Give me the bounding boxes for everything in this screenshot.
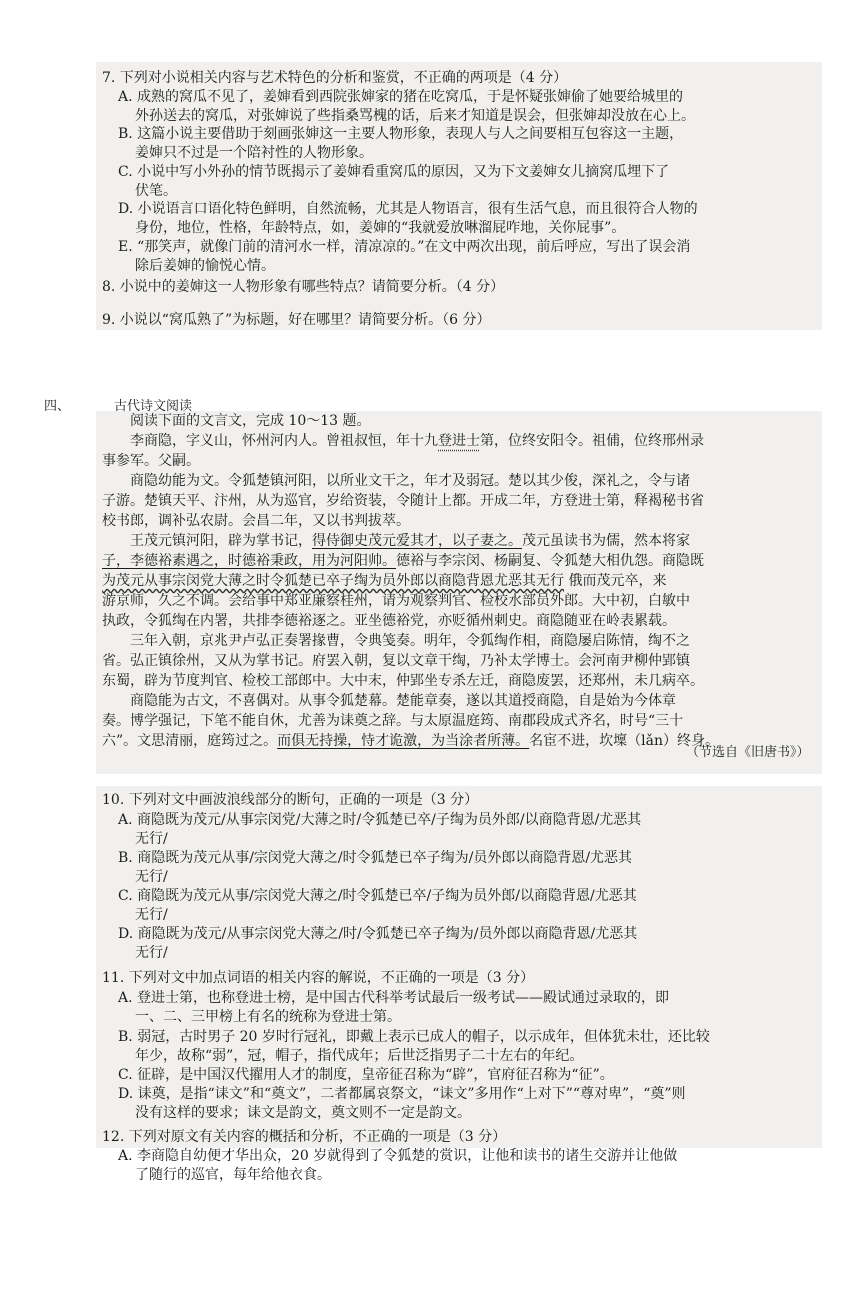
passage-line: 王茂元镇河阳，辟为掌书记，得侍御史茂元爱其才，以子妻之。茂元虽读书为儒，然本将家 bbox=[130, 533, 690, 549]
section-title: 古代诗文阅读 bbox=[114, 399, 193, 414]
passage-line: 李商隐，字义山，怀州河内人。曾祖叔恒，年十九登进士第，位终安阳令。祖俌，位终邢州录 bbox=[130, 433, 704, 449]
passage-line: 游京师，久之不调。会给事中郑亚廉察桂州，请为观察判官、检校水部员外郎。大中初，白敏中 bbox=[102, 593, 690, 609]
option-7a-line1: A. 成熟的窝瓜不见了，姜婶看到西院张婶家的猪在吃窝瓜，于是怀疑张婶偷了她要给城里的 bbox=[118, 89, 684, 105]
passage-line: 执政，令狐绹在内署，共排李德裕逐之。亚坐德裕党，亦贬循州刺史。商隐随亚在岭表累载。 bbox=[102, 613, 676, 629]
option-7a-line2: 外孙送去的窝瓜，对张婶说了些指桑骂槐的话，后来才知道是误会，但张婶却没放在心上。 bbox=[135, 108, 695, 124]
option-7b-line2: 姜婶只不过是一个陪衬性的人物形象。 bbox=[135, 145, 373, 161]
option-11b-line1: B. 弱冠，古时男子 20 岁时行冠礼，即戴上表示已成人的帽子，以示成年，但体犹未壮，还比较 bbox=[118, 1029, 710, 1045]
option-10c-line1: C. 商隐既为茂元从事/宗闵党大薄之/时令狐楚已卒/子绹为员外郎/以商隐背恩/尤恶其 bbox=[118, 888, 637, 904]
passage-source: （节选自《旧唐书》） bbox=[686, 745, 810, 760]
option-10d-line1: D. 商隐既为茂元/从事宗闵党大薄之/时/令狐楚已卒子绹为/员外郎以商隐背恩/尤恶其 bbox=[118, 926, 638, 942]
question-7-stem: 7. 下列对小说相关内容与艺术特色的分析和鉴赏，不正确的两项是（4 分） bbox=[102, 70, 568, 86]
passage-line: 为茂元从事宗闵党大薄之时令狐楚已卒子绹为员外郎以商隐背恩尤恶其无行 俄而茂元卒，来 bbox=[102, 573, 667, 589]
classical-passage bbox=[102, 411, 818, 751]
option-12a-line2: 了随行的巡官，每年给他衣食。 bbox=[135, 1167, 331, 1183]
passage-line: 商隐幼能为文。令狐楚镇河阳，以所业文干之，年才及弱冠。楚以其少俊，深礼之，令与诸 bbox=[130, 473, 690, 489]
underlined-sentence: 子，李德裕素遇之，时德裕秉政，用为河阳帅。 bbox=[102, 553, 396, 569]
dotted-term: 登进士 bbox=[438, 433, 480, 449]
option-7d-line2: 身份，地位，性格，年龄特点，如，姜婶的“我就爱放啉溜屁咋地，关你屁事”。 bbox=[135, 220, 626, 236]
option-10b-line2: 无行/ bbox=[135, 869, 168, 885]
option-11d-line1: D. 诔奠，是指“诔文”和“奠文”，二者都属哀祭文，“诔文”多用作“上对下”“尊对卑”，“奠”则 bbox=[118, 1086, 686, 1102]
passage-line: 东蜀，辟为节度判官、检校工部郎中。大中末，仲郢坐专杀左迁，商隐废罢，还郑州，未几病卒。 bbox=[102, 673, 704, 689]
passage-line: 子，李德裕素遇之，时德裕秉政，用为河阳帅。德裕与李宗闵、杨嗣复、令狐楚大相仇怨。商隐既 bbox=[102, 553, 704, 569]
option-10b-line1: B. 商隐既为茂元从事/宗闵党大薄之/时令狐楚已卒子绹为/员外郎以商隐背恩/尤恶其 bbox=[118, 850, 633, 866]
passage-line: 校书郎，调补弘农尉。会昌二年，又以书判拔萃。 bbox=[102, 513, 410, 529]
option-7d-line1: D. 小说语言口语化特色鲜明，自然流畅，尤其是人物语言，很有生活气息，而且很符合人物的 bbox=[118, 201, 698, 217]
option-11a-line2: 一、二、三甲榜上有名的统称为登进士第。 bbox=[135, 1009, 401, 1025]
passage-line: 商隐能为古文，不喜偶对。从事令狐楚幕。楚能章奏，遂以其道授商隐，自是始为今体章 bbox=[130, 693, 676, 709]
option-7b-line1: B. 这篇小说主要借助于刻画张婶这一主要人物形象，表现人与人之间要相互包容这一主题， bbox=[118, 126, 684, 142]
underlined-sentence: 而俱无持操，恃才诡激，为当涂者所薄。 bbox=[277, 733, 530, 749]
option-10a-line1: A. 商隐既为茂元/从事宗闵党/大薄之时/令狐楚已卒/子绹为员外郎/以商隐背恩/尤恶其 bbox=[118, 812, 642, 828]
option-10c-line2: 无行/ bbox=[135, 907, 168, 923]
question-8: 8. 小说中的姜婶这一人物形象有哪些特点？请简要分析。（4 分） bbox=[102, 279, 505, 295]
option-11d-line2: 没有这样的要求；诔文是韵文，奠文则不一定是韵文。 bbox=[135, 1105, 471, 1121]
passage-line: 三年入朝，京兆尹卢弘正奏署掾曹，令典笺奏。明年，令狐绹作相，商隐屡启陈情，绹不之 bbox=[130, 633, 690, 649]
wavy-underlined-sentence: 为茂元从事宗闵党大薄之时令狐楚已卒子绹为员外郎以商隐背恩尤恶其无行 bbox=[102, 573, 564, 589]
option-11b-line2: 年少，故称“弱”，冠，帽子，指代成年；后世泛指男子二十左右的年纪。 bbox=[135, 1048, 584, 1064]
option-11a-line1: A. 登进士第，也称登进士榜，是中国古代科举考试最后一级考试——殿试通过录取的，即 bbox=[118, 990, 670, 1006]
passage-line: 奏。博学强记，下笔不能自休，尤善为诔奠之辞。与太原温庭筠、南郡段成式齐名，时号“三十 bbox=[102, 713, 684, 729]
option-12a-line1: A. 李商隐自幼便才华出众，20 岁就得到了令狐楚的赏识，让他和读书的诸生交游并让他做 bbox=[118, 1148, 678, 1164]
option-7e-line2: 除后姜婶的愉悦心情。 bbox=[135, 258, 275, 274]
option-7c-line1: C. 小说中写小外孙的情节既揭示了姜婶看重窝瓜的原因，又为下文姜婶女儿摘窝瓜埋下了 bbox=[118, 164, 670, 180]
option-10d-line2: 无行/ bbox=[135, 945, 168, 961]
question-11-stem: 11. 下列对文中加点词语的相关内容的解说，不正确的一项是（3 分） bbox=[102, 970, 535, 986]
section-number: 四、 bbox=[44, 399, 71, 414]
question-12-stem: 12. 下列对原文有关内容的概括和分析，不正确的一项是（3 分） bbox=[102, 1129, 507, 1145]
underlined-sentence: 得侍御史茂元爱其才，以子妻之。 bbox=[312, 533, 522, 549]
question-10-stem: 10. 下列对文中画波浪线部分的断句，正确的一项是（3 分） bbox=[102, 792, 479, 808]
option-11c-line1: C. 征辟，是中国汉代擢用人才的制度，皇帝征召称为“辟”，官府征召称为“征”。 bbox=[118, 1067, 614, 1083]
passage-line: 六”。文思清丽，庭筠过之。而俱无持操，恃才诡激，为当涂者所薄。名宦不进，坎壈（lǎn）终身。 bbox=[102, 733, 720, 749]
option-10a-line2: 无行/ bbox=[135, 831, 168, 847]
option-7c-line2: 伏笔。 bbox=[135, 183, 177, 199]
passage-line: 子游。楚镇天平、汴州，从为巡官，岁给资装，令随计上都。开成二年，方登进士第，释褐秘书省 bbox=[102, 493, 704, 509]
passage-line: 事参军。父嗣。 bbox=[102, 453, 200, 469]
passage-intro: 阅读下面的文言文，完成 10～13 题。 bbox=[130, 413, 371, 429]
option-7e-line1: E. “那笑声，就像门前的清河水一样，清凉凉的。”在文中两次出现，前后呼应，写出了误会消 bbox=[118, 239, 691, 255]
passage-line: 省。弘正镇徐州，又从为掌书记。府罢入朝，复以文章干绹，乃补太学博士。会河南尹柳仲郢镇 bbox=[102, 653, 690, 669]
question-9: 9. 小说以“窝瓜熟了”为标题，好在哪里？请简要分析。（6 分） bbox=[102, 312, 491, 328]
